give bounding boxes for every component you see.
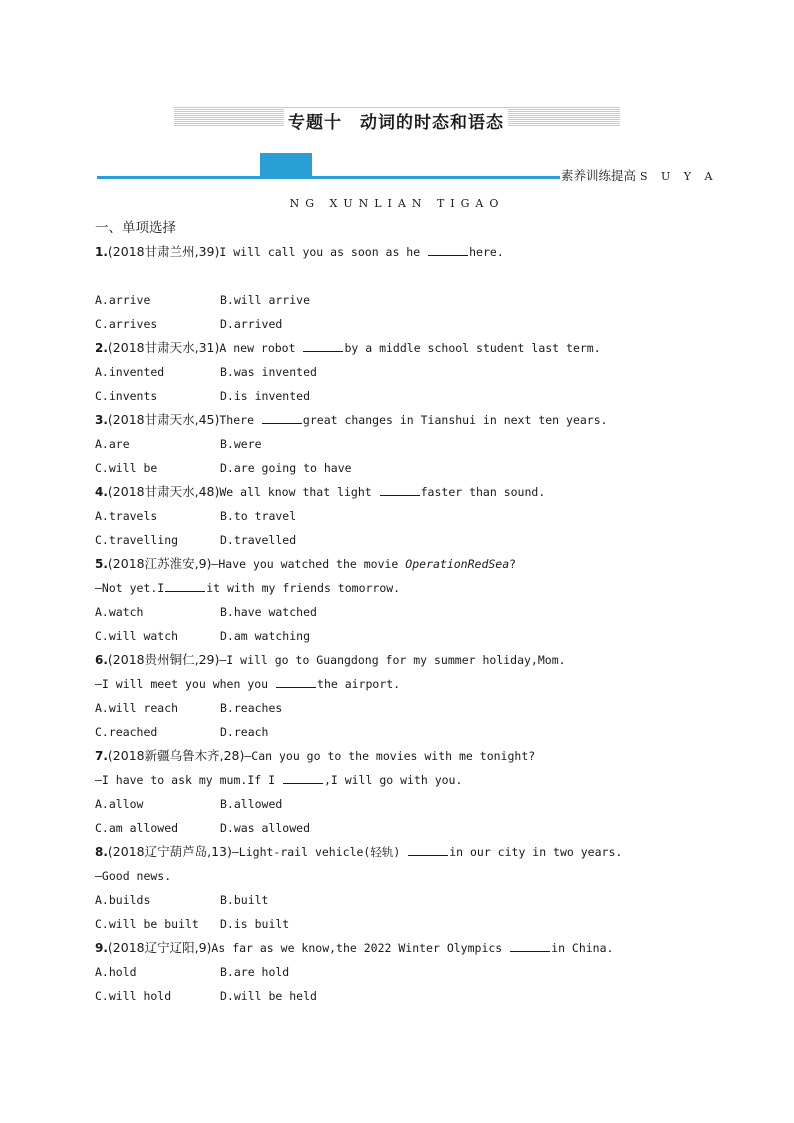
- answer-option[interactable]: A.hold: [95, 965, 137, 979]
- option-row: [95, 888, 735, 912]
- option-row: [95, 312, 735, 336]
- question-line: [95, 936, 735, 960]
- answer-option[interactable]: B.were: [220, 437, 262, 451]
- option-row: [95, 384, 735, 408]
- section-tag-latin: S U Y A: [640, 170, 718, 183]
- question-text: —Good news.: [95, 869, 172, 883]
- question-line: [95, 864, 735, 888]
- question-line: [95, 672, 735, 696]
- option-row: [95, 792, 735, 816]
- question-number: 5.: [95, 557, 108, 571]
- question-number: 8.: [95, 845, 108, 859]
- option-row: [95, 288, 735, 312]
- answer-blank: [408, 844, 448, 856]
- question-line: [95, 336, 735, 360]
- answer-option[interactable]: B.will arrive: [220, 293, 311, 307]
- question-text: —Have you watched the movie: [211, 557, 406, 571]
- answer-option[interactable]: C.will be built: [95, 917, 199, 931]
- answer-option[interactable]: B.was invented: [220, 365, 317, 379]
- question-text: I will call you as soon as he: [219, 245, 428, 259]
- answer-blank: [283, 772, 323, 784]
- answer-option[interactable]: B.are hold: [220, 965, 290, 979]
- question-text: here.: [469, 245, 504, 259]
- question-text: faster than sound.: [420, 485, 546, 499]
- answer-option[interactable]: A.arrive: [95, 293, 151, 307]
- answer-option[interactable]: D.is invented: [220, 389, 311, 403]
- question-text: —I will go to Guangdong for my summer holiday,Mom.: [219, 653, 566, 667]
- answer-option[interactable]: C.will be: [95, 461, 158, 475]
- section-subtag: NG XUNLIAN TIGAO: [289, 197, 505, 210]
- answer-option[interactable]: B.to travel: [220, 509, 297, 523]
- answer-option[interactable]: D.travelled: [220, 533, 297, 547]
- question-text: —Light-rail vehicle(轻轨): [231, 845, 408, 859]
- option-row: [95, 912, 735, 936]
- answer-option[interactable]: C.am allowed: [95, 821, 179, 835]
- question-text: in our city in two years.: [449, 845, 623, 859]
- question-text: the airport.: [317, 677, 401, 691]
- question-number: 7.: [95, 749, 108, 763]
- question-text: —Not yet.I: [95, 581, 165, 595]
- answer-option[interactable]: B.allowed: [220, 797, 283, 811]
- question-line: [95, 552, 735, 576]
- question-source: (2018辽宁葫芦岛,13): [107, 844, 232, 859]
- answer-option[interactable]: C.arrives: [95, 317, 158, 331]
- answer-option[interactable]: C.will watch: [95, 629, 179, 643]
- question-list: [95, 216, 735, 1008]
- question-line: [95, 744, 735, 768]
- answer-option[interactable]: D.are going to have: [220, 461, 352, 475]
- answer-option[interactable]: B.reaches: [220, 701, 283, 715]
- option-row: [95, 456, 735, 480]
- option-row: [95, 720, 735, 744]
- option-row: [95, 504, 735, 528]
- option-row: [95, 624, 735, 648]
- question-text: —I will meet you when you: [95, 677, 276, 691]
- answer-blank: [165, 580, 205, 592]
- question-source: (2018甘肃天水,48): [107, 484, 220, 499]
- question-text: —I have to ask my mum.If I: [95, 773, 282, 787]
- answer-option[interactable]: A.will reach: [95, 701, 179, 715]
- answer-blank: [428, 244, 468, 256]
- question-text: ?: [509, 557, 517, 571]
- header-tab-block: [260, 153, 312, 178]
- question-text: —Can you go to the movies with me tonight?: [244, 749, 536, 763]
- answer-option[interactable]: D.am watching: [220, 629, 311, 643]
- option-row: [95, 696, 735, 720]
- answer-option[interactable]: A.are: [95, 437, 130, 451]
- question-text: it with my friends tomorrow.: [206, 581, 401, 595]
- question-source: (2018甘肃天水,45): [107, 412, 220, 427]
- question-text: ,I will go with you.: [323, 773, 463, 787]
- answer-blank: [380, 484, 420, 496]
- question-line: [95, 576, 735, 600]
- question-text: in China.: [551, 941, 614, 955]
- question-number: 4.: [95, 485, 108, 499]
- answer-option[interactable]: D.is built: [220, 917, 290, 931]
- answer-option[interactable]: A.watch: [95, 605, 144, 619]
- answer-option[interactable]: C.invents: [95, 389, 158, 403]
- question-source: (2018贵州铜仁,29): [107, 652, 220, 667]
- answer-option[interactable]: D.reach: [220, 725, 269, 739]
- answer-option[interactable]: A.builds: [95, 893, 151, 907]
- option-row: [95, 960, 735, 984]
- question-source: (2018辽宁辽阳,9): [107, 940, 212, 955]
- option-row: [95, 528, 735, 552]
- section-heading: 一、单项选择: [95, 220, 176, 236]
- question-line: [95, 840, 735, 864]
- question-line: [95, 480, 735, 504]
- answer-option[interactable]: A.allow: [95, 797, 144, 811]
- question-text: great changes in Tianshui in next ten years.: [302, 413, 608, 427]
- question-number: 2.: [95, 341, 108, 355]
- question-number: 6.: [95, 653, 108, 667]
- question-source: (2018甘肃兰州,39): [107, 244, 220, 259]
- option-row: [95, 984, 735, 1008]
- option-row: [95, 816, 735, 840]
- section-tag: [561, 166, 718, 184]
- question-source: (2018江苏淮安,9): [107, 556, 212, 571]
- question-line: [95, 768, 735, 792]
- page-title: 专题十 动词的时态和语态: [284, 108, 508, 133]
- question-number: 3.: [95, 413, 108, 427]
- question-line: [95, 408, 735, 432]
- option-row: [95, 432, 735, 456]
- question-number: 9.: [95, 941, 108, 955]
- answer-blank: [276, 676, 316, 688]
- question-line: [95, 240, 735, 264]
- question-text: As far as we know,the 2022 Winter Olympics: [211, 941, 510, 955]
- answer-option[interactable]: B.built: [220, 893, 269, 907]
- question-text: A new robot: [219, 341, 303, 355]
- option-row: [95, 360, 735, 384]
- answer-option[interactable]: C.travelling: [95, 533, 179, 547]
- answer-option[interactable]: C.reached: [95, 725, 158, 739]
- question-italic-text: OperationRedSea: [405, 557, 510, 571]
- answer-option[interactable]: D.will be held: [220, 989, 317, 1003]
- header-rule: [97, 176, 560, 179]
- question-line: [95, 648, 735, 672]
- question-source: (2018新疆乌鲁木齐,28): [107, 748, 245, 763]
- answer-option[interactable]: D.was allowed: [220, 821, 311, 835]
- answer-blank: [303, 340, 343, 352]
- answer-option[interactable]: A.travels: [95, 509, 158, 523]
- answer-option[interactable]: B.have watched: [220, 605, 317, 619]
- question-number: 1.: [95, 245, 108, 259]
- section-tag-cn: 素养训练提高: [561, 168, 637, 183]
- question-text: We all know that light: [219, 485, 379, 499]
- blank-gap: [95, 264, 735, 288]
- answer-blank: [262, 412, 302, 424]
- answer-option[interactable]: A.invented: [95, 365, 165, 379]
- question-source: (2018甘肃天水,31): [107, 340, 220, 355]
- answer-option[interactable]: C.will hold: [95, 989, 172, 1003]
- answer-blank: [510, 940, 550, 952]
- option-row: [95, 600, 735, 624]
- answer-option[interactable]: D.arrived: [220, 317, 283, 331]
- question-text: by a middle school student last term.: [344, 341, 601, 355]
- question-text: There: [219, 413, 261, 427]
